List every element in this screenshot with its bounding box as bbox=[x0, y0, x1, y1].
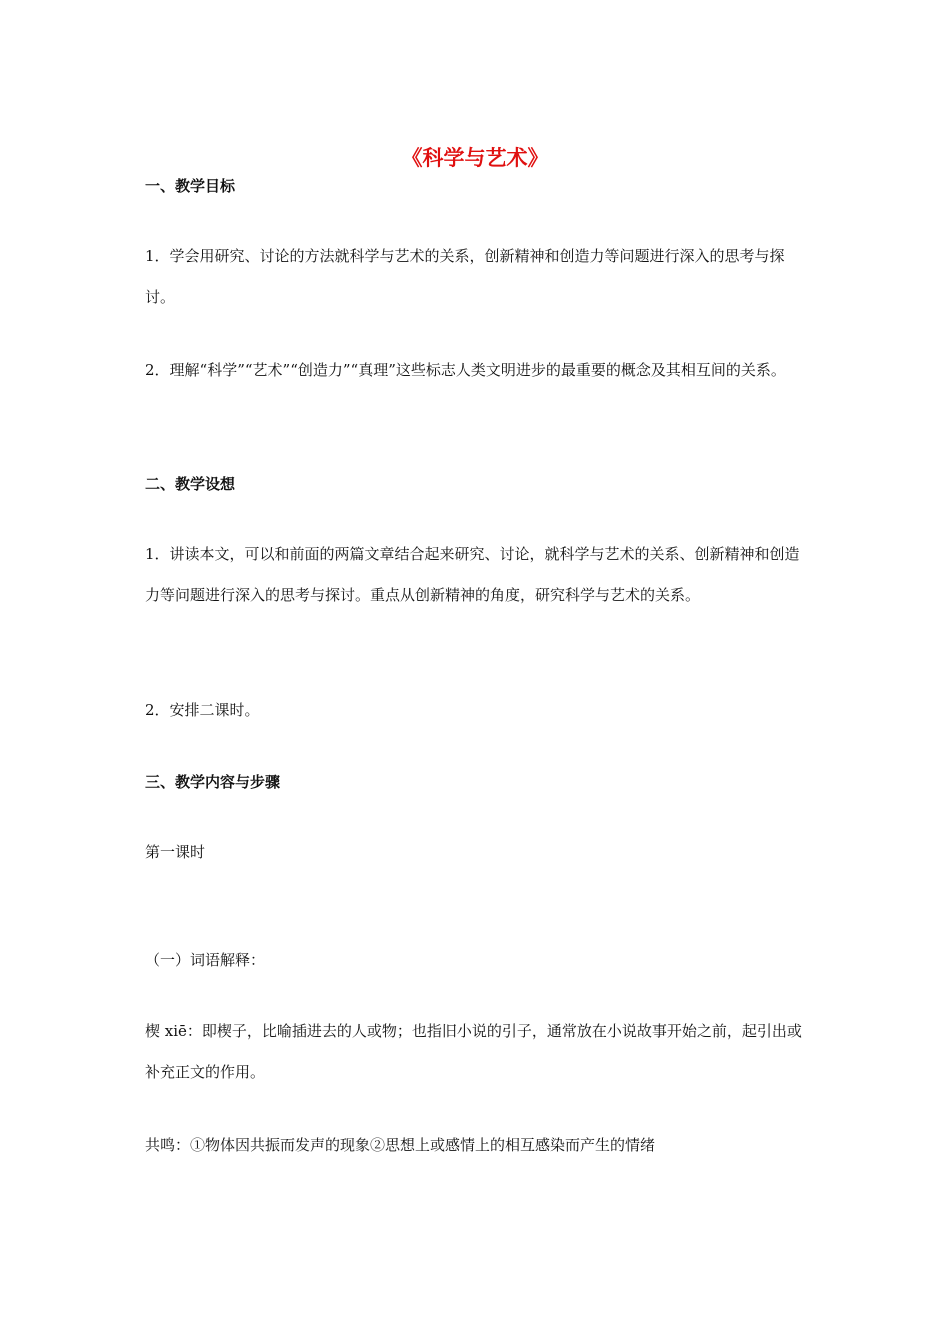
vocabulary-term-1: 楔 xiē：即楔子，比喻插进去的人或物；也指旧小说的引子，通常放在小说故事开始之前，起引出或补充正文的作用。 bbox=[145, 1022, 802, 1081]
vocabulary-term-2: 共鸣：①物体因共振而发声的现象②思想上或感情上的相互感染而产生的情绪 bbox=[145, 1136, 656, 1154]
lesson-label: 第一课时 bbox=[145, 843, 206, 861]
section-heading-plan: 二、教学设想 bbox=[145, 475, 236, 493]
vocabulary-subheading: （一）词语解释： bbox=[145, 951, 266, 969]
plan-item-2: 2．安排二课时。 bbox=[145, 701, 260, 719]
section-heading-content: 三、教学内容与步骤 bbox=[145, 773, 281, 791]
objective-item-1: 1．学会用研究、讨论的方法就科学与艺术的关系，创新精神和创造力等问题进行深入的思考与探讨。 bbox=[145, 247, 785, 306]
section-heading-objectives: 一、教学目标 bbox=[145, 177, 236, 195]
document-title: 《科学与艺术》 bbox=[401, 146, 549, 170]
plan-item-1: 1．讲读本文，可以和前面的两篇文章结合起来研究、讨论，就科学与艺术的关系、创新精神和创造力等问题进行深入的思考与探讨。重点从创新精神的角度，研究科学与艺术的关系。 bbox=[145, 545, 800, 604]
objective-item-2: 2．理解“科学”“艺术”“创造力”“真理”这些标志人类文明进步的最重要的概念及其相互间的关系。 bbox=[145, 361, 786, 379]
